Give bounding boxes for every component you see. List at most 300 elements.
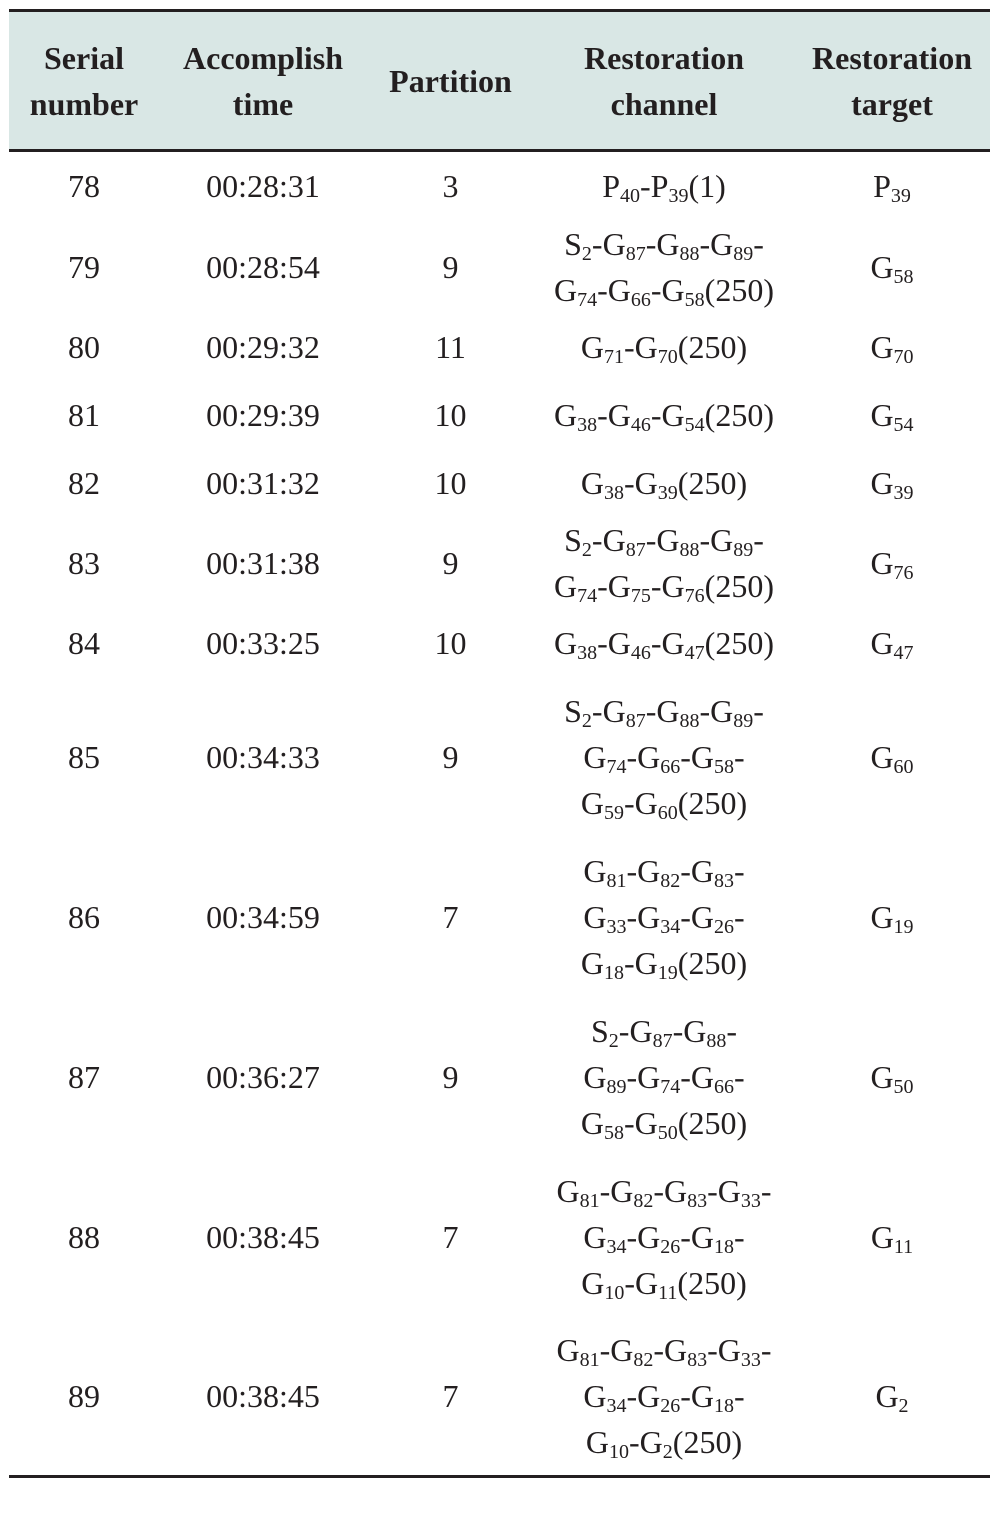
channel-token bbox=[583, 738, 627, 778]
channel-token bbox=[626, 852, 681, 892]
token-subscript: 39 bbox=[890, 185, 911, 208]
token-subscript: 83 bbox=[687, 1348, 708, 1371]
channel-token bbox=[624, 944, 678, 984]
token-text: G bbox=[580, 784, 605, 821]
channel-line bbox=[534, 1260, 794, 1306]
token-subscript: 58 bbox=[893, 265, 914, 288]
token-text: - bbox=[733, 738, 745, 775]
channel-token bbox=[705, 568, 774, 604]
channel-token bbox=[678, 945, 747, 981]
channel-token bbox=[726, 1013, 737, 1049]
token-subscript: 89 bbox=[733, 538, 754, 561]
token-subscript: 82 bbox=[633, 1348, 654, 1371]
channel-token bbox=[580, 784, 625, 824]
token-text: G bbox=[583, 738, 607, 775]
channel-token bbox=[761, 1173, 772, 1209]
token-text: - bbox=[733, 1377, 745, 1414]
cell-partition: 9 bbox=[442, 1058, 459, 1095]
channel-token bbox=[753, 693, 764, 729]
cell-partition: 7 bbox=[442, 1218, 459, 1255]
channel-line bbox=[534, 517, 794, 563]
channel-token bbox=[653, 1172, 708, 1212]
channel-line bbox=[534, 1100, 794, 1146]
cell-serial-number: 89 bbox=[9, 1317, 159, 1477]
channel-token bbox=[678, 785, 747, 821]
restoration-table-container bbox=[9, 9, 990, 1478]
token-text: - bbox=[733, 852, 745, 889]
token-subscript: 34 bbox=[660, 915, 681, 938]
token-text: -G bbox=[591, 521, 626, 558]
token-text: G bbox=[870, 1218, 894, 1255]
table-row bbox=[9, 151, 990, 221]
table-row bbox=[9, 609, 990, 677]
cell-serial-number: 81 bbox=[68, 396, 100, 433]
cell-serial-number: 84 bbox=[68, 624, 100, 661]
token-subscript: 66 bbox=[630, 288, 651, 311]
channel-line bbox=[534, 392, 794, 438]
channel-line bbox=[534, 1419, 794, 1465]
channel-token bbox=[581, 1264, 625, 1304]
token-text: G bbox=[583, 898, 607, 935]
table-row bbox=[9, 221, 990, 313]
token-subscript: 38 bbox=[577, 641, 598, 664]
token-text: G bbox=[554, 396, 578, 433]
token-text: - bbox=[760, 1172, 772, 1209]
cell-restoration-channel bbox=[534, 381, 794, 449]
token-text: G bbox=[583, 1377, 607, 1414]
cell-restoration-target bbox=[794, 1157, 990, 1317]
channel-line bbox=[534, 163, 794, 209]
token-subscript: 88 bbox=[679, 709, 700, 732]
token-subscript: 46 bbox=[630, 413, 651, 436]
token-text: (250) bbox=[704, 271, 774, 308]
table-body bbox=[9, 151, 990, 1477]
channel-token bbox=[597, 567, 651, 607]
channel-token bbox=[734, 1378, 745, 1414]
channel-token bbox=[734, 1219, 745, 1255]
token-subscript: 87 bbox=[625, 538, 646, 561]
channel-token bbox=[870, 396, 914, 436]
token-subscript: 2 bbox=[898, 1394, 909, 1417]
cell-restoration-target bbox=[794, 1317, 990, 1477]
channel-token bbox=[734, 1059, 745, 1095]
header-partition: Partition bbox=[367, 11, 534, 151]
token-text: -G bbox=[591, 692, 626, 729]
cell-restoration-target bbox=[794, 609, 990, 677]
channel-token bbox=[580, 1104, 625, 1144]
token-text: G bbox=[585, 1423, 610, 1460]
token-text: -P bbox=[640, 168, 669, 205]
token-text: -G bbox=[650, 396, 685, 433]
token-subscript: 88 bbox=[679, 538, 700, 561]
channel-line bbox=[534, 734, 794, 780]
channel-token bbox=[753, 522, 764, 558]
token-subscript: 58 bbox=[713, 755, 734, 778]
channel-token bbox=[678, 465, 747, 501]
channel-token bbox=[870, 328, 914, 368]
cell-partition: 3 bbox=[442, 168, 459, 205]
channel-token bbox=[580, 944, 625, 984]
channel-token bbox=[580, 464, 625, 504]
token-text: -G bbox=[680, 1218, 714, 1255]
token-text: -G bbox=[680, 1377, 714, 1414]
channel-token bbox=[591, 521, 646, 561]
token-subscript: 88 bbox=[706, 1029, 727, 1052]
token-text: -G bbox=[626, 1377, 661, 1414]
channel-token bbox=[761, 1332, 772, 1368]
token-text: G bbox=[870, 738, 894, 775]
channel-line bbox=[534, 267, 794, 313]
token-text: - bbox=[753, 521, 764, 558]
channel-token bbox=[626, 738, 681, 778]
cell-accomplish-time: 00:28:31 bbox=[206, 168, 320, 205]
token-subscript: 60 bbox=[893, 755, 914, 778]
token-subscript: 46 bbox=[630, 641, 651, 664]
cell-restoration-channel bbox=[534, 449, 794, 517]
token-subscript: 2 bbox=[662, 1440, 673, 1463]
token-subscript: 54 bbox=[684, 413, 705, 436]
channel-line bbox=[534, 848, 794, 894]
token-text: -G bbox=[680, 852, 714, 889]
token-subscript: 74 bbox=[577, 288, 598, 311]
token-subscript: 50 bbox=[657, 1121, 678, 1144]
token-subscript: 19 bbox=[657, 961, 678, 984]
token-text: (1) bbox=[688, 168, 726, 205]
token-subscript: 70 bbox=[657, 345, 678, 368]
token-text: S bbox=[564, 521, 582, 558]
channel-token bbox=[583, 852, 627, 892]
channel-token bbox=[591, 225, 646, 265]
cell-partition: 7 bbox=[367, 1317, 534, 1477]
channel-token bbox=[734, 899, 745, 935]
cell-accomplish-time: 00:33:25 bbox=[206, 624, 320, 661]
channel-token bbox=[556, 1172, 600, 1212]
cell-partition: 10 bbox=[434, 624, 467, 661]
cell-accomplish-time: 00:34:59 bbox=[206, 898, 320, 935]
token-text: -G bbox=[624, 1104, 658, 1141]
token-subscript: 33 bbox=[740, 1348, 761, 1371]
token-text: -G bbox=[618, 1012, 653, 1049]
cell-accomplish-time: 00:31:38 bbox=[206, 544, 320, 581]
cell-restoration-channel bbox=[534, 1317, 794, 1477]
token-subscript: 39 bbox=[668, 185, 689, 208]
channel-token bbox=[705, 272, 774, 308]
channel-token bbox=[624, 328, 678, 368]
cell-restoration-target bbox=[794, 677, 990, 837]
cell-partition: 10 bbox=[434, 396, 467, 433]
channel-token bbox=[699, 225, 754, 265]
cell-serial-number: 86 bbox=[68, 898, 100, 935]
token-text: -G bbox=[680, 738, 714, 775]
token-text: -G bbox=[650, 624, 685, 661]
token-text: -G bbox=[626, 1218, 661, 1255]
token-text: G bbox=[580, 328, 605, 365]
channel-token bbox=[707, 1331, 761, 1371]
channel-token bbox=[870, 248, 914, 288]
token-subscript: 88 bbox=[679, 242, 700, 265]
channel-token bbox=[591, 1012, 619, 1052]
cell-restoration-channel bbox=[534, 609, 794, 677]
token-subscript: 10 bbox=[604, 1281, 625, 1304]
channel-line bbox=[534, 324, 794, 370]
token-subscript: 58 bbox=[604, 1121, 625, 1144]
channel-token bbox=[650, 396, 705, 436]
channel-token bbox=[583, 1218, 627, 1258]
channel-token bbox=[870, 464, 914, 504]
token-subscript: 74 bbox=[577, 584, 598, 607]
channel-token bbox=[870, 1218, 914, 1258]
token-text: -G bbox=[626, 852, 661, 889]
channel-token bbox=[870, 898, 914, 938]
token-subscript: 54 bbox=[893, 413, 914, 436]
token-text: -G bbox=[591, 225, 626, 262]
token-text: -G bbox=[699, 225, 734, 262]
token-text: -G bbox=[650, 271, 685, 308]
token-subscript: 2 bbox=[581, 709, 592, 732]
token-text: -G bbox=[626, 738, 661, 775]
token-subscript: 76 bbox=[893, 561, 914, 584]
token-subscript: 82 bbox=[633, 1189, 654, 1212]
channel-token bbox=[650, 567, 705, 607]
channel-token bbox=[599, 1172, 654, 1212]
header-restoration-channel: Restoration channel bbox=[534, 11, 794, 151]
token-text: -G bbox=[645, 692, 680, 729]
channel-line bbox=[534, 780, 794, 826]
cell-restoration-channel bbox=[534, 997, 794, 1157]
cell-restoration-channel bbox=[534, 151, 794, 221]
token-subscript: 66 bbox=[660, 755, 681, 778]
token-text: -G bbox=[629, 1423, 663, 1460]
token-text: G bbox=[554, 624, 578, 661]
channel-token bbox=[680, 1377, 734, 1417]
channel-token bbox=[734, 739, 745, 775]
token-subscript: 33 bbox=[740, 1189, 761, 1212]
token-text: - bbox=[753, 225, 764, 262]
token-text: -G bbox=[626, 898, 661, 935]
channel-token bbox=[870, 544, 914, 584]
channel-token bbox=[564, 692, 592, 732]
token-text: -G bbox=[624, 464, 658, 501]
cell-serial-number: 82 bbox=[68, 464, 100, 501]
channel-token bbox=[680, 852, 734, 892]
channel-line bbox=[534, 940, 794, 986]
cell-accomplish-time: 00:38:45 bbox=[206, 1218, 320, 1255]
token-subscript: 2 bbox=[608, 1029, 619, 1052]
channel-token bbox=[650, 624, 705, 664]
token-text: G bbox=[875, 1377, 899, 1414]
cell-serial-number: 80 bbox=[68, 328, 100, 365]
table-row bbox=[9, 449, 990, 517]
token-subscript: 82 bbox=[660, 869, 681, 892]
token-text: - bbox=[760, 1331, 772, 1368]
token-subscript: 34 bbox=[606, 1394, 627, 1417]
channel-token bbox=[645, 692, 700, 732]
cell-accomplish-time: 00:28:54 bbox=[206, 248, 320, 285]
token-text: -G bbox=[699, 692, 734, 729]
channel-token bbox=[705, 625, 774, 661]
channel-token bbox=[597, 396, 651, 436]
token-subscript: 81 bbox=[579, 1189, 600, 1212]
channel-token bbox=[624, 784, 678, 824]
channel-token bbox=[699, 692, 754, 732]
channel-token bbox=[653, 1331, 708, 1371]
channel-token bbox=[554, 271, 598, 311]
channel-token bbox=[618, 1012, 673, 1052]
token-text: G bbox=[870, 1058, 894, 1095]
token-text: (250) bbox=[677, 328, 748, 365]
channel-token bbox=[699, 521, 754, 561]
token-text: (250) bbox=[672, 1423, 743, 1460]
channel-token bbox=[640, 168, 689, 208]
token-subscript: 70 bbox=[893, 345, 914, 368]
channel-token bbox=[629, 1423, 673, 1463]
table-row bbox=[9, 1157, 990, 1317]
token-text: G bbox=[580, 464, 605, 501]
cell-partition: 9 bbox=[442, 248, 459, 285]
channel-token bbox=[626, 1377, 681, 1417]
token-subscript: 87 bbox=[652, 1029, 673, 1052]
token-subscript: 87 bbox=[625, 709, 646, 732]
channel-token bbox=[554, 624, 598, 664]
token-text: (250) bbox=[677, 1264, 747, 1301]
token-subscript: 60 bbox=[657, 801, 678, 824]
channel-token bbox=[678, 329, 747, 365]
channel-token bbox=[599, 1331, 654, 1371]
cell-serial-number: 85 bbox=[68, 738, 100, 775]
channel-token bbox=[626, 1058, 681, 1098]
token-subscript: 74 bbox=[606, 755, 627, 778]
channel-token bbox=[734, 853, 745, 889]
cell-restoration-target bbox=[794, 313, 990, 381]
channel-line bbox=[534, 221, 794, 267]
table-row bbox=[9, 997, 990, 1157]
token-text: -G bbox=[653, 1172, 688, 1209]
cell-restoration-target bbox=[794, 381, 990, 449]
token-text: S bbox=[564, 225, 582, 262]
table-row bbox=[9, 677, 990, 837]
token-text: - bbox=[753, 692, 764, 729]
token-text: -G bbox=[680, 898, 714, 935]
cell-restoration-channel bbox=[534, 677, 794, 837]
channel-token bbox=[672, 1012, 727, 1052]
cell-accomplish-time: 00:31:32 bbox=[206, 464, 320, 501]
channel-line bbox=[534, 620, 794, 666]
token-text: G bbox=[580, 1104, 605, 1141]
channel-line bbox=[534, 563, 794, 609]
token-subscript: 71 bbox=[604, 345, 625, 368]
token-subscript: 39 bbox=[657, 481, 678, 504]
token-subscript: 74 bbox=[660, 1075, 681, 1098]
channel-token bbox=[597, 271, 651, 311]
token-subscript: 11 bbox=[893, 1235, 914, 1258]
token-subscript: 76 bbox=[684, 584, 705, 607]
channel-token bbox=[870, 1058, 914, 1098]
channel-token bbox=[585, 1423, 630, 1463]
channel-token bbox=[624, 1264, 678, 1304]
cell-serial-number: 87 bbox=[68, 1058, 100, 1095]
channel-token bbox=[591, 692, 646, 732]
cell-accomplish-time: 00:29:32 bbox=[206, 328, 320, 365]
token-text: -G bbox=[599, 1331, 634, 1368]
token-text: G bbox=[581, 1264, 605, 1301]
token-subscript: 19 bbox=[893, 915, 914, 938]
token-text: -G bbox=[707, 1331, 741, 1368]
token-text: - bbox=[733, 1218, 745, 1255]
token-text: - bbox=[726, 1012, 737, 1049]
channel-token bbox=[650, 271, 705, 311]
token-text: -G bbox=[653, 1331, 688, 1368]
channel-token bbox=[645, 225, 700, 265]
channel-line bbox=[534, 894, 794, 940]
cell-accomplish-time: 00:38:45 bbox=[159, 1317, 367, 1477]
channel-token bbox=[673, 1424, 742, 1460]
token-subscript: 59 bbox=[604, 801, 625, 824]
token-subscript: 58 bbox=[684, 288, 705, 311]
cell-partition: 9 bbox=[442, 544, 459, 581]
channel-token bbox=[602, 168, 641, 208]
channel-token bbox=[753, 226, 764, 262]
channel-token bbox=[873, 168, 911, 208]
token-subscript: 83 bbox=[687, 1189, 708, 1212]
channel-token bbox=[580, 328, 625, 368]
token-text: -G bbox=[699, 521, 734, 558]
cell-serial-number: 83 bbox=[68, 544, 100, 581]
cell-restoration-target bbox=[794, 221, 990, 313]
channel-token bbox=[626, 1218, 681, 1258]
token-text: -G bbox=[624, 1264, 659, 1301]
cell-serial-number: 88 bbox=[68, 1218, 100, 1255]
token-text: G bbox=[583, 1058, 607, 1095]
token-text: P bbox=[873, 168, 891, 205]
token-text: -G bbox=[645, 225, 680, 262]
token-text: G bbox=[870, 624, 894, 661]
cell-restoration-target bbox=[794, 997, 990, 1157]
channel-line bbox=[534, 1214, 794, 1260]
token-text: G bbox=[554, 271, 578, 308]
token-subscript: 38 bbox=[577, 413, 598, 436]
cell-accomplish-time: 00:36:27 bbox=[206, 1058, 320, 1095]
token-subscript: 75 bbox=[630, 584, 651, 607]
cell-restoration-channel bbox=[534, 1157, 794, 1317]
token-text: -G bbox=[597, 396, 631, 433]
cell-restoration-channel bbox=[534, 517, 794, 609]
token-subscript: 2 bbox=[581, 242, 592, 265]
token-subscript: 26 bbox=[660, 1235, 681, 1258]
channel-line bbox=[534, 1168, 794, 1214]
channel-token bbox=[680, 898, 734, 938]
table-header bbox=[9, 11, 990, 151]
token-text: G bbox=[583, 1218, 607, 1255]
channel-token bbox=[707, 1172, 761, 1212]
cell-partition: 7 bbox=[442, 898, 459, 935]
channel-token bbox=[554, 567, 598, 607]
table-row bbox=[9, 517, 990, 609]
channel-token bbox=[677, 1265, 746, 1301]
token-text: S bbox=[591, 1012, 609, 1049]
cell-restoration-target bbox=[794, 449, 990, 517]
token-text: G bbox=[556, 1331, 580, 1368]
token-text: G bbox=[870, 898, 894, 935]
table-row bbox=[9, 1317, 990, 1477]
token-text: -G bbox=[599, 1172, 634, 1209]
token-subscript: 40 bbox=[620, 185, 641, 208]
token-text: (250) bbox=[677, 1104, 748, 1141]
token-text: -G bbox=[672, 1012, 707, 1049]
cell-restoration-channel bbox=[534, 313, 794, 381]
channel-token bbox=[564, 521, 592, 561]
token-subscript: 81 bbox=[606, 869, 627, 892]
channel-token bbox=[624, 464, 678, 504]
